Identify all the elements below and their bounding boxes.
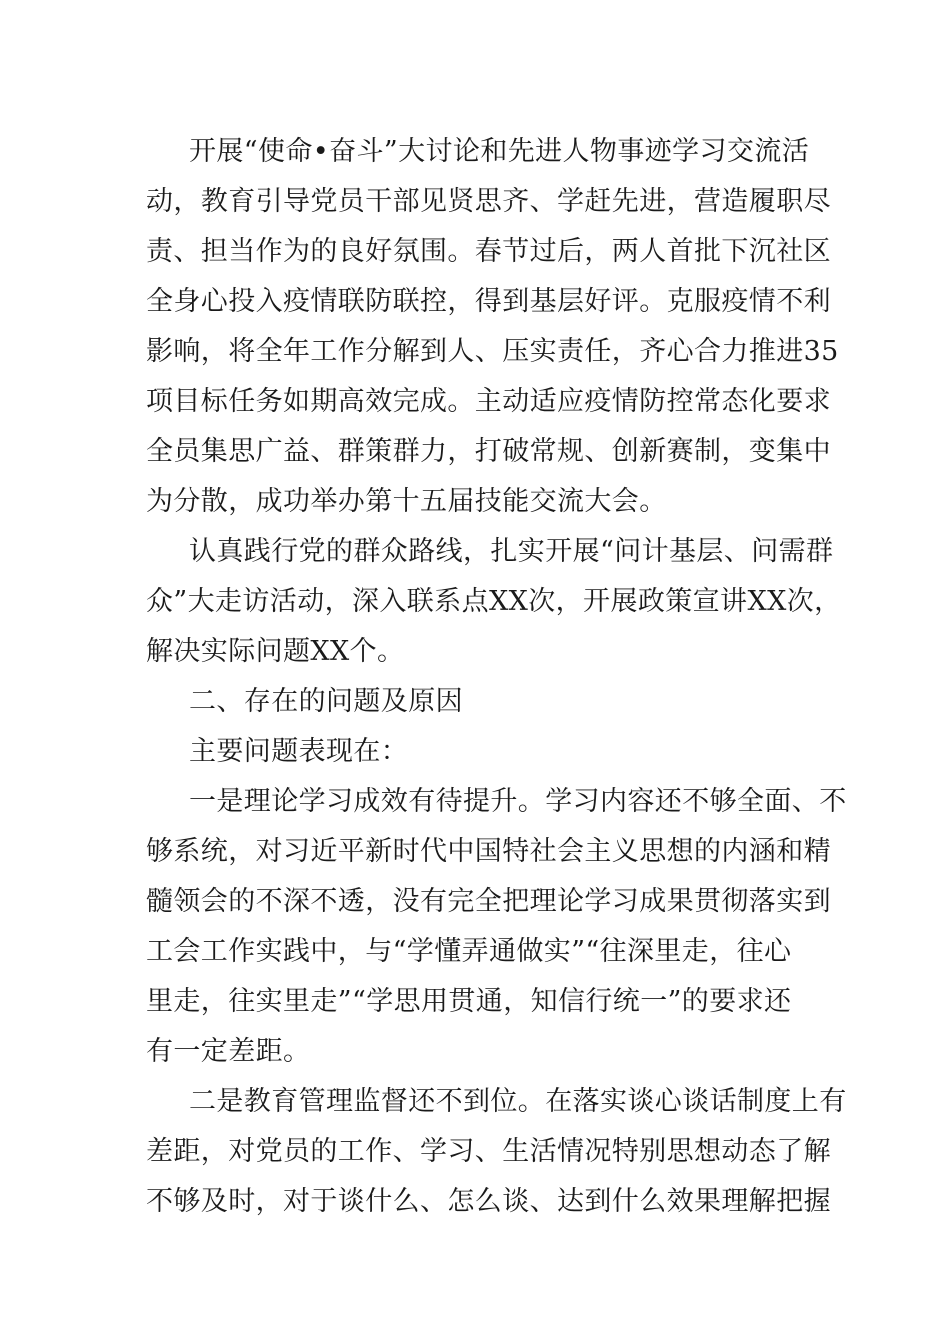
text-line: 工会工作实践中，与“学懂弄通做实”“往深里走，往心 (146, 936, 792, 967)
text-line: 责、担当作为的良好氛围。春节过后，两人首批下沉社区 (146, 236, 831, 267)
text-line: 众”大走访活动，深入联系点XX次，开展政策宣讲XX次， (146, 586, 842, 617)
text-line: 不够及时，对于谈什么、怎么谈、达到什么效果理解把握 (146, 1186, 831, 1217)
text-line: 里走，往实里走”“学思用贯通，知信行统一”的要求还 (146, 986, 792, 1017)
text-line: 够系统，对习近平新时代中国特社会主义思想的内涵和精 (146, 836, 831, 867)
text-line: 动，教育引导党员干部见贤思齐、学赶先进，营造履职尽 (146, 186, 831, 217)
text-line: 差距，对党员的工作、学习、生活情况特别思想动态了解 (146, 1136, 831, 1167)
paragraph-intro (146, 727, 814, 777)
text-line: 认真践行党的群众路线，扎实开展“问计基层、问需群 (189, 536, 834, 567)
text-line: 为分散，成功举办第十五届技能交流大会。 (146, 486, 667, 517)
paragraph-mass-line (146, 527, 842, 677)
text-line: 开展“使命•奋斗”大讨论和先进人物事迹学习交流活 (189, 136, 810, 167)
text-line: 全身心投入疫情联防联控，得到基层好评。克服疫情不利 (146, 286, 831, 317)
section-heading (146, 677, 814, 727)
text-line: 全员集思广益、群策群力，打破常规、创新赛制，变集中 (146, 436, 831, 467)
text-line: 髓领会的不深不透，没有完全把理论学习成果贯彻落实到 (146, 886, 831, 917)
text-line: 主要问题表现在： (189, 736, 409, 767)
text-line: 影响，将全年工作分解到人、压实责任，齐心合力推进35 (146, 336, 839, 367)
paragraph-activities (146, 127, 839, 527)
paragraph-problem-two (146, 1077, 847, 1227)
text-line: 项目标任务如期高效完成。主动适应疫情防控常态化要求 (146, 386, 831, 417)
text-line: 解决实际问题XX个。 (146, 636, 405, 667)
paragraph-problem-one (146, 777, 847, 1077)
text-line: 有一定差距。 (146, 1036, 311, 1067)
text-line: 一是理论学习成效有待提升。学习内容还不够全面、不 (189, 786, 847, 817)
document-body (146, 127, 847, 1227)
section-heading-text: 二、存在的问题及原因 (189, 686, 463, 717)
text-line: 二是教育管理监督还不到位。在落实谈心谈话制度上有 (189, 1086, 847, 1117)
